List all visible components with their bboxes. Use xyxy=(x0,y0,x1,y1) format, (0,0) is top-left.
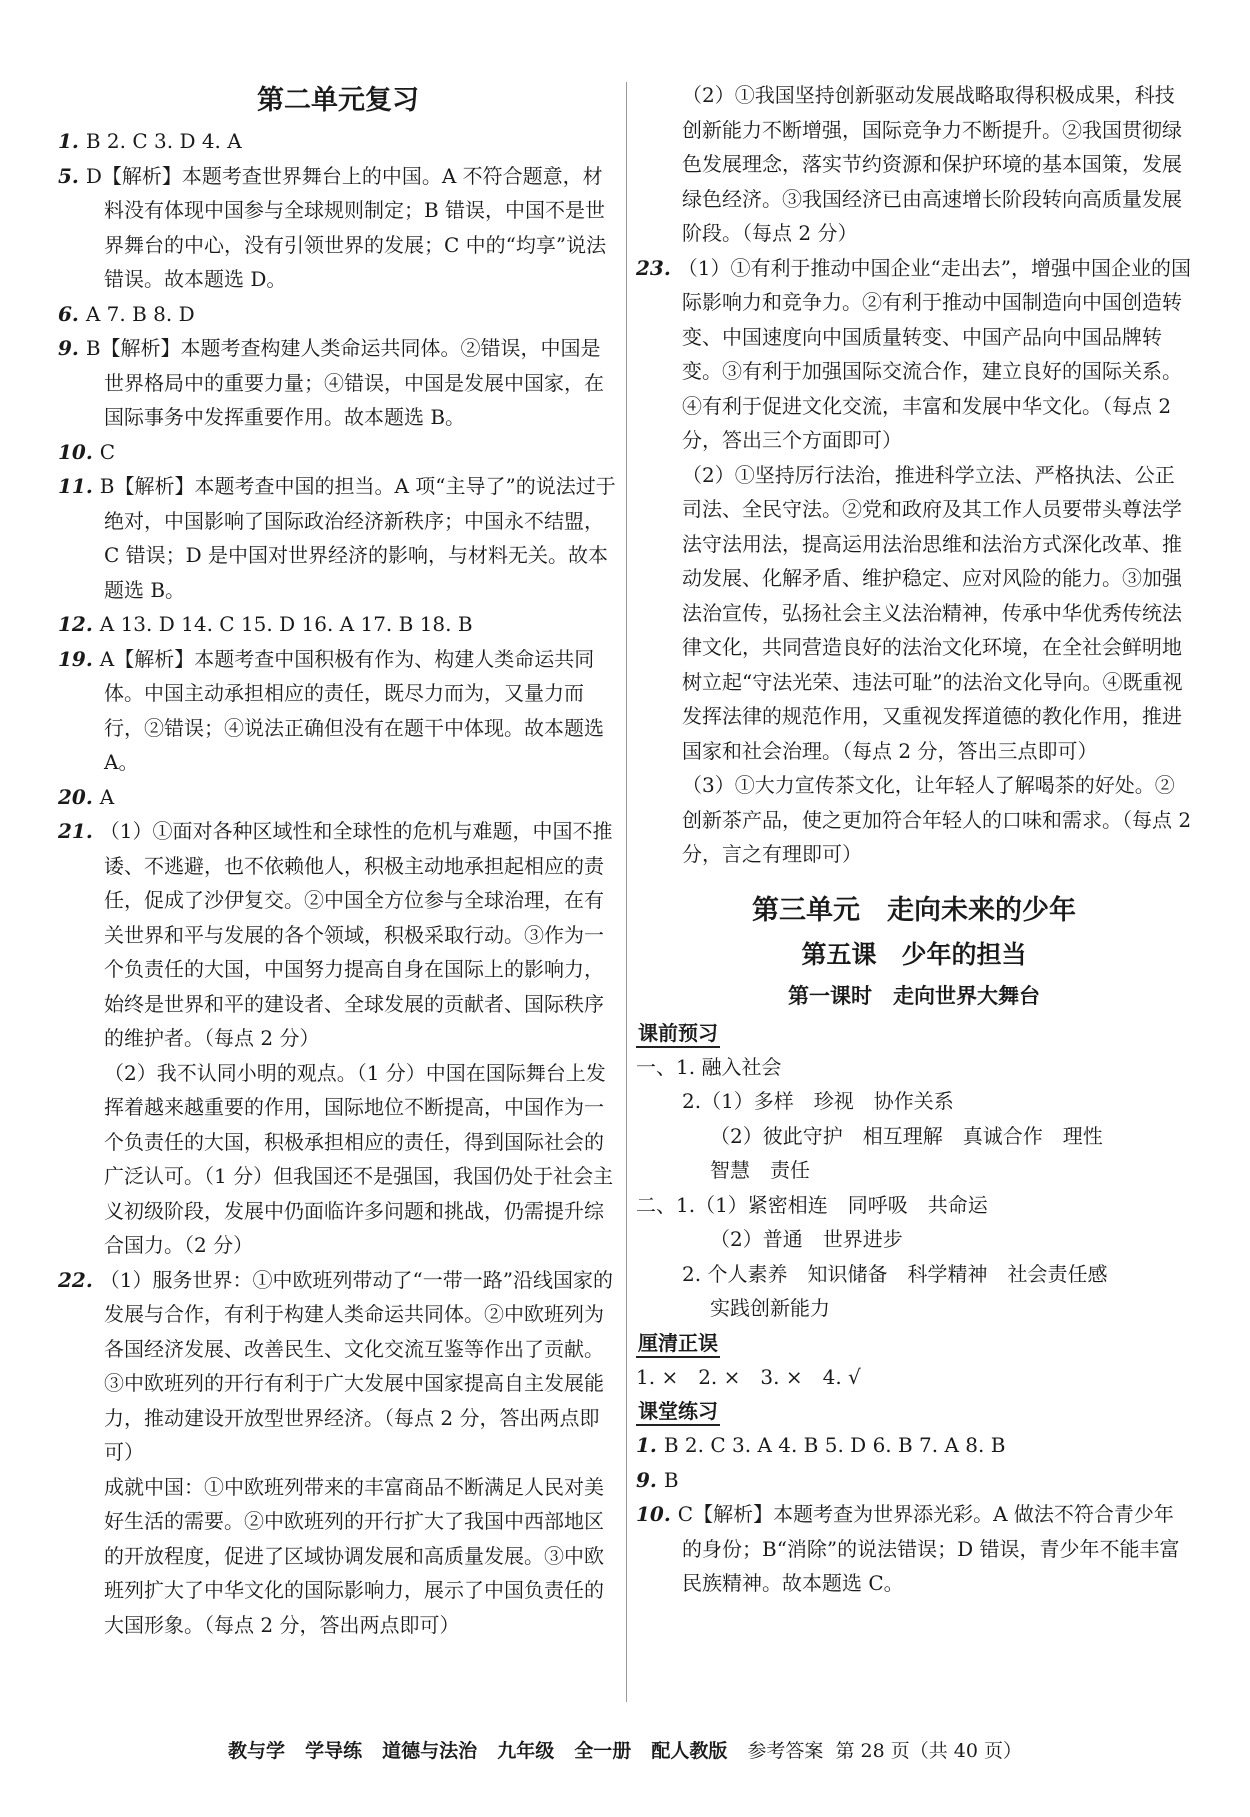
answer-item xyxy=(58,1056,618,1263)
period-title: 第一课时 走向世界大舞台 xyxy=(788,982,1040,1008)
page-footer xyxy=(0,1736,1250,1766)
answer-item xyxy=(636,768,1192,872)
footer-grade: 九年级 xyxy=(497,1740,555,1762)
practice-answers xyxy=(636,1428,1192,1601)
section-preview-label: 课前预习 xyxy=(636,1020,720,1048)
answer-text: C xyxy=(99,439,116,464)
preview-line: （2）彼此守护 相互理解 真诚合作 理性 xyxy=(710,1123,1103,1148)
answer-item xyxy=(636,251,1192,458)
preview-answers xyxy=(636,1050,1192,1326)
footer-volume: 全一册 xyxy=(574,1740,632,1762)
question-number: 9. xyxy=(636,1467,664,1492)
footer-edition: 配人教版 xyxy=(651,1740,728,1762)
answer-text: （3）①大力宣传茶文化，让年轻人了解喝茶的好处。②创新茶产品，使之更加符合年轻人的口味和需求。（每点 2 分，言之有理即可） xyxy=(682,773,1192,866)
answer-text: B【解析】本题考查中国的担当。A 项“主导了”的说法过于绝对，中国影响了国际政治经济新秩序；中国永不结盟，C 错误；D 是中国对世界经济的影响，与材料无关。故本题选 B。 xyxy=(99,474,616,602)
question-number: 12. xyxy=(58,612,100,636)
question-number: 10. xyxy=(58,439,100,464)
answer-text: A 13. D 14. C 15. D 16. A 17. B 18. B xyxy=(99,612,473,636)
right-column xyxy=(636,78,1192,1601)
answer-text: （1）服务世界：①中欧班列带动了“一带一路”沿线国家的发展与合作，有利于构建人类命运共同体。②中欧班列为各国经济发展、改善民生、文化交流互鉴等作出了贡献。③中欧班列的开行有利于广大发展中国家提高自主发展能力，推动建设开放型世界经济。（每点 2 分，答出两点即可） xyxy=(99,1267,613,1464)
footer-series: 学导练 xyxy=(305,1740,363,1762)
left-answer-list xyxy=(58,124,618,1642)
answer-text: A【解析】本题考查中国积极有作为、构建人类命运共同体。中国主动承担相应的责任，既尽力而为，又量力而行，②错误；④说法正确但没有在题干中体现。故本题选 A。 xyxy=(99,646,604,774)
section-practice-label: 课堂练习 xyxy=(636,1398,720,1426)
question-number: 6. xyxy=(58,301,86,326)
answer-text: A 7. B 8. D xyxy=(85,301,195,326)
answer-text: 成就中国：①中欧班列带来的丰富商品不断满足人民对美好生活的需要。②中欧班列的开行扩大了我国中西部地区的开放程度，促进了区域协调发展和高质量发展。③中欧班列扩大了中华文化的国际影响力，展示了中国负责任的大国形象。（每点 2 分，答出两点即可） xyxy=(104,1474,604,1637)
answer-item xyxy=(58,469,618,607)
answer-item xyxy=(58,642,618,780)
right-answer-list xyxy=(636,78,1192,872)
section-clarify-label: 厘清正误 xyxy=(636,1330,720,1358)
footer-subject: 道德与法治 xyxy=(382,1740,478,1762)
preview-line: 2.（1）多样 珍视 协作关系 xyxy=(682,1089,954,1113)
preview-line: 二、1.（1）紧密相连 同呼吸 共命运 xyxy=(636,1192,988,1217)
answer-item xyxy=(58,124,618,159)
answer-item xyxy=(636,1428,1192,1463)
answer-item xyxy=(636,1497,1192,1601)
answer-item xyxy=(58,780,618,815)
answer-item xyxy=(58,607,618,642)
question-number: 5. xyxy=(58,163,86,188)
question-number: 21. xyxy=(58,819,100,843)
footer-brand: 教与学 xyxy=(228,1740,286,1762)
preview-line: 实践创新能力 xyxy=(710,1296,830,1320)
question-number: 1. xyxy=(58,129,86,153)
question-number: 22. xyxy=(58,1267,100,1292)
answer-item xyxy=(636,1463,1192,1498)
unit-review-title: 第二单元复习 xyxy=(257,85,419,116)
answer-item xyxy=(58,159,618,297)
question-number: 9. xyxy=(58,336,86,360)
answer-text: （1）①有利于推动中国企业“走出去”，增强中国企业的国际影响力和竞争力。②有利于推动中国制造向中国创造转变、中国速度向中国质量转变、中国产品向中国品牌转变。③有利于加强国际交流合作，建立良好的国际关系。④有利于促进文化交流，丰富和发展中华文化。（每点 2 分，答出三个方面即可） xyxy=(677,255,1191,452)
answer-item xyxy=(58,331,618,435)
answer-item xyxy=(58,1263,618,1470)
preview-line: （2）普通 世界进步 xyxy=(710,1227,903,1251)
answer-text: （2）我不认同小明的观点。（1 分）中国在国际舞台上发挥着越来越重要的作用，国际地位不断提高，中国作为一个负责任的大国，积极承担相应的责任，得到国际社会的广泛认可。（1 分）但我国还不是强国，我国仍处于社会主义初级阶段，发展中仍面临许多问题和挑战，仍需提升综合国力。（2 分） xyxy=(104,1060,614,1257)
clarify-answers: 1. × 2. × 3. × 4. √ xyxy=(636,1364,861,1389)
answer-item xyxy=(636,458,1192,769)
question-number: 1. xyxy=(636,1433,664,1457)
question-number: 20. xyxy=(58,784,100,809)
answer-item xyxy=(58,435,618,470)
lesson-title: 第五课 少年的担当 xyxy=(801,939,1027,969)
footer-label: 参考答案 xyxy=(747,1740,824,1762)
preview-line: 一、1. 融入社会 xyxy=(636,1054,782,1079)
answer-text: B 2. C 3. D 4. A xyxy=(85,129,242,153)
answer-text: （2）①我国坚持创新驱动发展战略取得积极成果，科技创新能力不断增强，国际竞争力不断提升。②我国贯彻绿色发展理念，落实节约资源和保护环境的基本国策，发展绿色经济。③我国经济已由高速增长阶段转向高质量发展阶段。（每点 2 分） xyxy=(682,83,1182,245)
left-column xyxy=(58,78,618,1642)
column-divider xyxy=(626,82,627,1702)
answer-item xyxy=(58,297,618,332)
question-number: 10. xyxy=(636,1502,678,1526)
question-number: 23. xyxy=(636,255,678,280)
answer-item xyxy=(58,814,618,1056)
answer-text: C【解析】本题考查为世界添光彩。A 做法不符合青少年的身份；B“消除”的说法错误；D 错误，青少年不能丰富民族精神。故本题选 C。 xyxy=(677,1502,1180,1595)
preview-line: 智慧 责任 xyxy=(710,1158,810,1182)
answer-text: A xyxy=(99,784,115,809)
preview-line: 2. 个人素养 知识储备 科学精神 社会责任感 xyxy=(682,1261,1108,1286)
question-number: 19. xyxy=(58,646,100,671)
answer-item xyxy=(58,1470,618,1643)
answer-text: （1）①面对各种区域性和全球性的危机与难题，中国不推诿、不逃避，也不依赖他人，积极主动地承担起相应的责任，促成了沙伊复交。②中国全方位参与全球治理，在有关世界和平与发展的各个领域，积极采取行动。③作为一个负责任的大国，中国努力提高自身在国际上的影响力，始终是世界和平的建设者、全球发展的贡献者、国际秩序的维护者。（每点 2 分） xyxy=(99,819,613,1050)
answer-item xyxy=(636,78,1192,251)
footer-page-number: 第 28 页（共 40 页） xyxy=(835,1740,1022,1762)
question-number: 11. xyxy=(58,474,100,498)
answer-text: B 2. C 3. A 4. B 5. D 6. B 7. A 8. B xyxy=(663,1433,1006,1457)
answer-text: B xyxy=(663,1467,679,1492)
unit-title: 第三单元 走向未来的少年 xyxy=(752,894,1076,926)
answer-text: （2）①坚持厉行法治，推进科学立法、严格执法、公正司法、全民守法。②党和政府及其工作人员要带头尊法学法守法用法，提高运用法治思维和法治方式深化改革、推动发展、化解矛盾、维护稳定、应对风险的能力。③加强法治宣传，弘扬社会主义法治精神，传承中华优秀传统法律文化，共同营造良好的法治文化环境，在全社会鲜明地树立起“守法光荣、违法可耻”的法治文化导向。④既重视发挥法律的规范作用，又重视发挥道德的教化作用，推进国家和社会治理。（每点 2 分，答出三点即可） xyxy=(682,462,1183,763)
answer-text: B【解析】本题考查构建人类命运共同体。②错误，中国是世界格局中的重要力量；④错误，中国是发展中国家，在国际事务中发挥重要作用。故本题选 B。 xyxy=(85,336,604,429)
answer-text: D【解析】本题考查世界舞台上的中国。A 不符合题意，材料没有体现中国参与全球规则制定；B 错误，中国不是世界舞台的中心，没有引领世界的发展；C 中的“均享”说法错误。故本题选 D。 xyxy=(85,163,607,291)
